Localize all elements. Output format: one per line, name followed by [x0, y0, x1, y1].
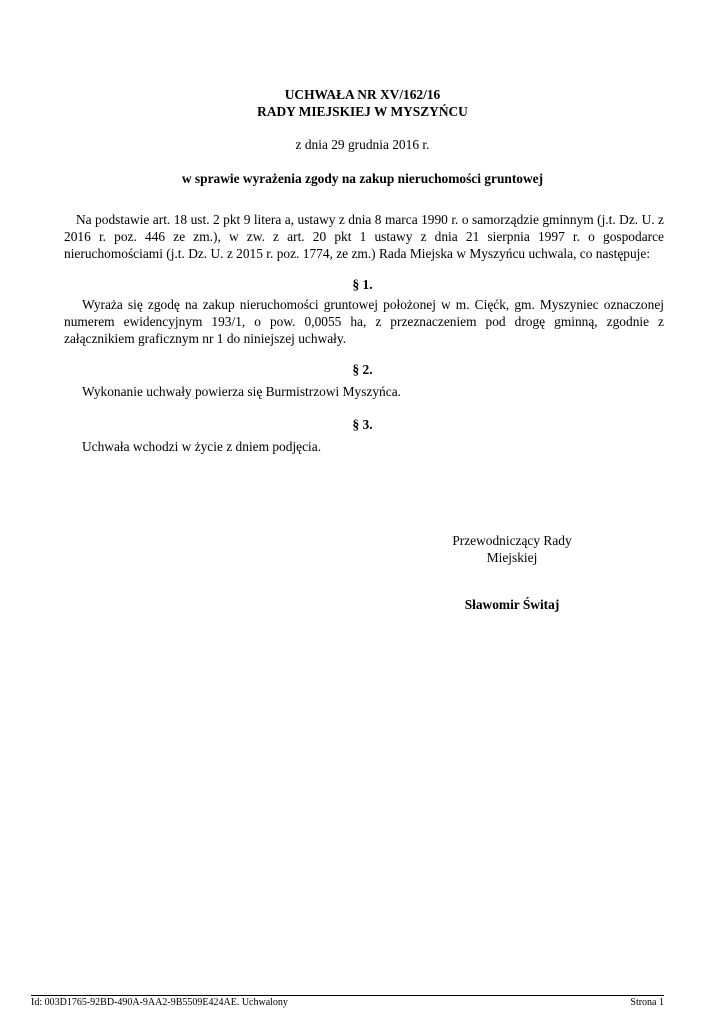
footer-page-number: Strona 1: [630, 997, 664, 1008]
section-1-heading: § 1.: [352, 277, 373, 292]
section-2-text: Wykonanie uchwały powierza się Burmistrzowi Myszyńca.: [82, 384, 401, 399]
signature-name: Sławomir Świtaj: [464, 597, 560, 612]
section-3-heading: § 3.: [352, 417, 373, 432]
footer-document-id: Id: 003D1765-92BD-490A-9AA2-9B5509E424AE. Uchwalony: [31, 997, 288, 1008]
section-3-text: Uchwała wchodzi w życie z dniem podjęcia.: [82, 439, 322, 454]
preamble-paragraph: Na podstawie art. 18 ust. 2 pkt 9 litera a, ustawy z dnia 8 marca 1990 r. o samorządzie gminnym (j.t. Dz. U. z 2016 r. poz. 446 ze zm.), w zw. z art. 20 pkt 1 ustawy z dnia 21 sierpnia 1997 r. o gospodarce nieruchomościami (j.t. Dz. U. z 2015 r. poz. 1774, ze zm.) Rada Miejska w Myszyńcu uchwala, co następuje:: [64, 212, 664, 261]
footer-divider: [31, 995, 664, 996]
council-name: RADY MIEJSKIEJ W MYSZYŃCU: [257, 104, 468, 119]
resolution-title: UCHWAŁA NR XV/162/16: [284, 87, 441, 102]
signature-role-line1: Przewodniczący Rady: [452, 533, 572, 548]
signature-role-line2: Miejskiej: [486, 550, 538, 565]
section-2-heading: § 2.: [352, 362, 373, 377]
section-1-text: Wyraża się zgodę na zakup nieruchomości gruntowej położonej w m. Cięćk, gm. Myszyniec oznaczonej numerem ewidencyjnym 193/1, o pow. 0,0055 ha, z przeznaczeniem pod drogę gminną, zgodnie z załącznikiem graficznym nr 1 do niniejszej uchwały.: [64, 297, 664, 346]
resolution-date: z dnia 29 grudnia 2016 r.: [295, 137, 430, 152]
resolution-subject: w sprawie wyrażenia zgody na zakup nieruchomości gruntowej: [181, 171, 544, 186]
